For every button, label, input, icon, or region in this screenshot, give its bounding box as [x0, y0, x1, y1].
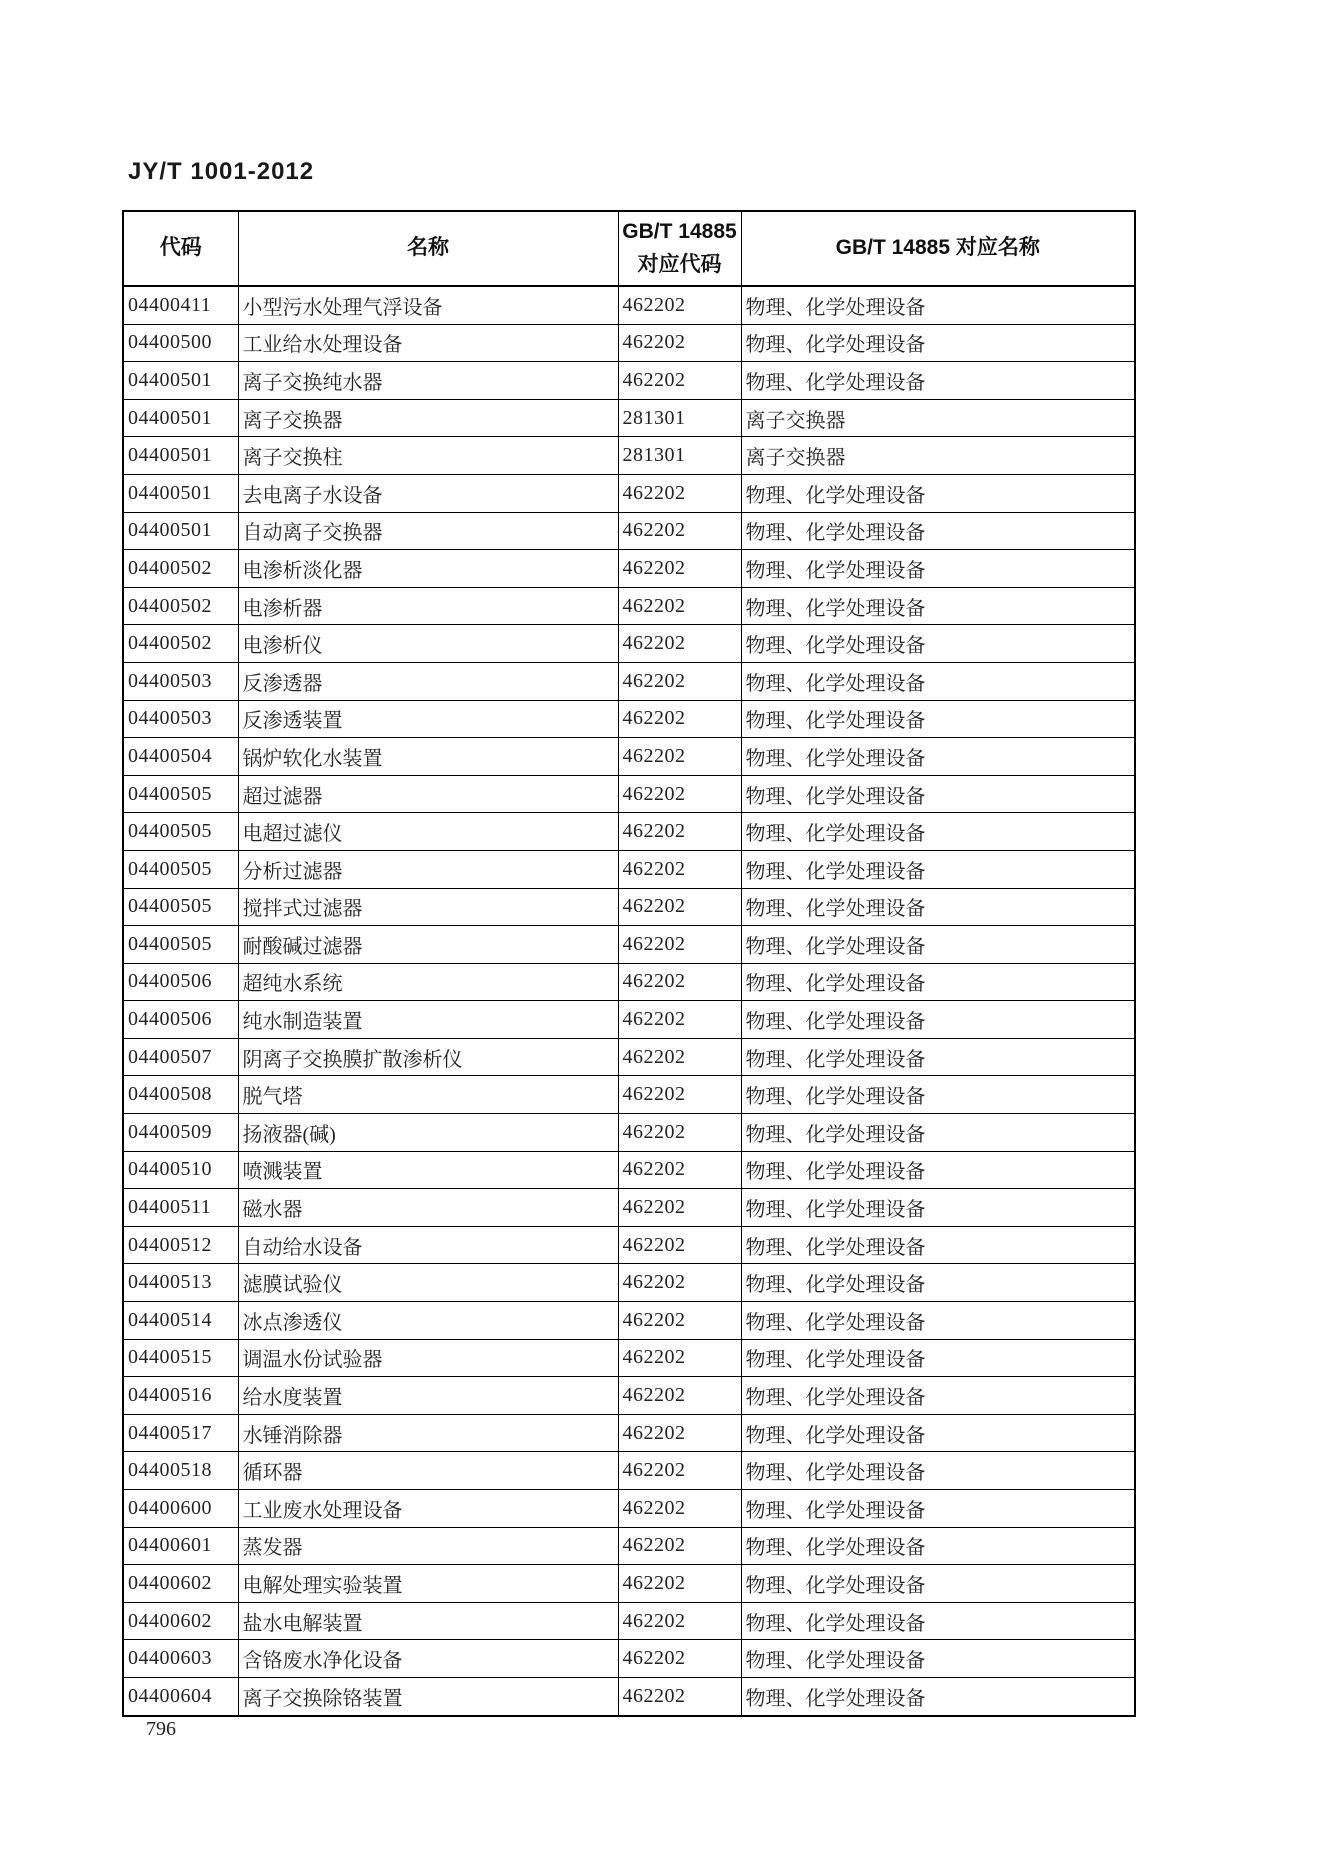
gbt-name-cell: 物理、化学处理设备 [741, 286, 1135, 324]
gbt-code-cell: 462202 [618, 1377, 741, 1415]
table-row [123, 926, 1135, 964]
gbt-name-cell: 物理、化学处理设备 [741, 888, 1135, 926]
gbt-name-cell: 物理、化学处理设备 [741, 775, 1135, 813]
name-cell: 小型污水处理气浮设备 [238, 286, 618, 324]
code-cell: 04400602 [123, 1565, 238, 1603]
name-cell: 循环器 [238, 1452, 618, 1490]
table-row [123, 662, 1135, 700]
name-cell: 离子交换柱 [238, 437, 618, 475]
gbt-name-cell: 物理、化学处理设备 [741, 662, 1135, 700]
code-cell: 04400515 [123, 1339, 238, 1377]
code-cell: 04400501 [123, 512, 238, 550]
gbt-code-cell: 462202 [618, 1602, 741, 1640]
gbt-code-cell: 462202 [618, 1264, 741, 1302]
gbt-code-cell: 462202 [618, 550, 741, 588]
code-cell: 04400503 [123, 700, 238, 738]
gbt-code-cell: 462202 [618, 1038, 741, 1076]
gbt-name-cell: 物理、化学处理设备 [741, 1527, 1135, 1565]
table-row [123, 1226, 1135, 1264]
gbt-name-cell: 物理、化学处理设备 [741, 1414, 1135, 1452]
gbt-name-cell: 物理、化学处理设备 [741, 625, 1135, 663]
code-cell: 04400602 [123, 1602, 238, 1640]
table-body [123, 286, 1135, 1716]
name-cell: 耐酸碱过滤器 [238, 926, 618, 964]
gbt-code-cell: 462202 [618, 1565, 741, 1603]
table-row [123, 888, 1135, 926]
name-cell: 调温水份试验器 [238, 1339, 618, 1377]
name-cell: 给水度装置 [238, 1377, 618, 1415]
name-cell: 分析过滤器 [238, 850, 618, 888]
header-gbt-code-line2: 对应代码 [637, 252, 722, 276]
gbt-name-cell: 物理、化学处理设备 [741, 700, 1135, 738]
code-cell: 04400601 [123, 1527, 238, 1565]
gbt-name-cell: 物理、化学处理设备 [741, 1452, 1135, 1490]
name-cell: 水锤消除器 [238, 1414, 618, 1452]
name-cell: 反渗透器 [238, 662, 618, 700]
gbt-name-cell: 物理、化学处理设备 [741, 362, 1135, 400]
name-cell: 冰点渗透仪 [238, 1302, 618, 1340]
table-row [123, 1640, 1135, 1678]
gbt-code-cell: 462202 [618, 813, 741, 851]
name-cell: 滤膜试验仪 [238, 1264, 618, 1302]
name-cell: 超纯水系统 [238, 963, 618, 1001]
table-row [123, 850, 1135, 888]
table-row [123, 963, 1135, 1001]
gbt-name-cell: 物理、化学处理设备 [741, 738, 1135, 776]
code-cell: 04400603 [123, 1640, 238, 1678]
table-row [123, 700, 1135, 738]
table-row [123, 1414, 1135, 1452]
gbt-code-cell: 462202 [618, 888, 741, 926]
gbt-code-cell: 462202 [618, 1151, 741, 1189]
name-cell: 去电离子水设备 [238, 474, 618, 512]
gbt-name-cell: 物理、化学处理设备 [741, 1038, 1135, 1076]
header-code: 代码 [123, 211, 238, 286]
name-cell: 自动给水设备 [238, 1226, 618, 1264]
gbt-name-cell: 物理、化学处理设备 [741, 1226, 1135, 1264]
gbt-code-cell: 462202 [618, 1527, 741, 1565]
code-cell: 04400508 [123, 1076, 238, 1114]
table-row [123, 1677, 1135, 1715]
code-mapping-table [122, 210, 1136, 1717]
name-cell: 自动离子交换器 [238, 512, 618, 550]
name-cell: 电渗析器 [238, 587, 618, 625]
code-cell: 04400505 [123, 775, 238, 813]
code-cell: 04400501 [123, 399, 238, 437]
gbt-code-cell: 462202 [618, 738, 741, 776]
code-cell: 04400513 [123, 1264, 238, 1302]
table-row [123, 1452, 1135, 1490]
name-cell: 离子交换器 [238, 399, 618, 437]
name-cell: 离子交换除铬装置 [238, 1677, 618, 1715]
gbt-name-cell: 物理、化学处理设备 [741, 926, 1135, 964]
gbt-name-cell: 物理、化学处理设备 [741, 1302, 1135, 1340]
code-cell: 04400512 [123, 1226, 238, 1264]
code-cell: 04400505 [123, 926, 238, 964]
table-row [123, 1565, 1135, 1603]
code-cell: 04400503 [123, 662, 238, 700]
name-cell: 电渗析淡化器 [238, 550, 618, 588]
gbt-name-cell: 物理、化学处理设备 [741, 1339, 1135, 1377]
gbt-code-cell: 462202 [618, 1076, 741, 1114]
code-cell: 04400507 [123, 1038, 238, 1076]
gbt-code-cell: 462202 [618, 587, 741, 625]
name-cell: 工业给水处理设备 [238, 324, 618, 362]
table-row [123, 1151, 1135, 1189]
table-row [123, 813, 1135, 851]
gbt-name-cell: 物理、化学处理设备 [741, 512, 1135, 550]
name-cell: 工业废水处理设备 [238, 1490, 618, 1528]
gbt-name-cell: 物理、化学处理设备 [741, 1076, 1135, 1114]
code-cell: 04400501 [123, 437, 238, 475]
table-row [123, 1189, 1135, 1227]
gbt-name-cell: 物理、化学处理设备 [741, 850, 1135, 888]
table-row [123, 1114, 1135, 1152]
name-cell: 阴离子交换膜扩散渗析仪 [238, 1038, 618, 1076]
code-cell: 04400516 [123, 1377, 238, 1415]
code-cell: 04400505 [123, 850, 238, 888]
table-row [123, 286, 1135, 324]
gbt-name-cell: 物理、化学处理设备 [741, 1490, 1135, 1528]
gbt-code-cell: 462202 [618, 1339, 741, 1377]
name-cell: 超过滤器 [238, 775, 618, 813]
header-gbt-code-line1: GB/T 14885 [622, 219, 737, 243]
code-cell: 04400506 [123, 963, 238, 1001]
header-gbt-name: GB/T 14885 对应名称 [741, 211, 1135, 286]
gbt-code-cell: 462202 [618, 963, 741, 1001]
gbt-name-cell: 物理、化学处理设备 [741, 1377, 1135, 1415]
code-cell: 04400600 [123, 1490, 238, 1528]
gbt-code-cell: 462202 [618, 625, 741, 663]
header-name: 名称 [238, 211, 618, 286]
gbt-name-cell: 物理、化学处理设备 [741, 474, 1135, 512]
code-cell: 04400510 [123, 1151, 238, 1189]
code-cell: 04400511 [123, 1189, 238, 1227]
page-number: 796 [146, 1718, 176, 1740]
name-cell: 电超过滤仪 [238, 813, 618, 851]
header-gbt-code [618, 211, 741, 286]
code-cell: 04400505 [123, 888, 238, 926]
gbt-code-cell: 462202 [618, 1114, 741, 1152]
table-row [123, 550, 1135, 588]
table-row [123, 1527, 1135, 1565]
gbt-name-cell: 离子交换器 [741, 437, 1135, 475]
gbt-code-cell: 462202 [618, 850, 741, 888]
table-row [123, 399, 1135, 437]
name-cell: 扬液器(碱) [238, 1114, 618, 1152]
code-cell: 04400504 [123, 738, 238, 776]
gbt-name-cell: 物理、化学处理设备 [741, 963, 1135, 1001]
gbt-code-cell: 462202 [618, 1001, 741, 1039]
gbt-code-cell: 281301 [618, 399, 741, 437]
code-cell: 04400502 [123, 587, 238, 625]
name-cell: 脱气塔 [238, 1076, 618, 1114]
code-cell: 04400509 [123, 1114, 238, 1152]
code-cell: 04400502 [123, 625, 238, 663]
name-cell: 盐水电解装置 [238, 1602, 618, 1640]
gbt-code-cell: 462202 [618, 512, 741, 550]
table-row [123, 1264, 1135, 1302]
code-cell: 04400502 [123, 550, 238, 588]
code-cell: 04400604 [123, 1677, 238, 1715]
table-row [123, 1377, 1135, 1415]
gbt-name-cell: 物理、化学处理设备 [741, 324, 1135, 362]
gbt-name-cell: 物理、化学处理设备 [741, 1602, 1135, 1640]
gbt-code-cell: 462202 [618, 324, 741, 362]
table-row [123, 587, 1135, 625]
gbt-name-cell: 物理、化学处理设备 [741, 813, 1135, 851]
table-row [123, 1076, 1135, 1114]
gbt-code-cell: 462202 [618, 286, 741, 324]
name-cell: 含铬废水净化设备 [238, 1640, 618, 1678]
name-cell: 离子交换纯水器 [238, 362, 618, 400]
gbt-code-cell: 462202 [618, 1452, 741, 1490]
gbt-name-cell: 物理、化学处理设备 [741, 1114, 1135, 1152]
table-row [123, 1490, 1135, 1528]
gbt-name-cell: 物理、化学处理设备 [741, 550, 1135, 588]
gbt-code-cell: 462202 [618, 1226, 741, 1264]
gbt-code-cell: 462202 [618, 700, 741, 738]
gbt-code-cell: 462202 [618, 926, 741, 964]
gbt-code-cell: 462202 [618, 362, 741, 400]
table-row [123, 625, 1135, 663]
gbt-code-cell: 462202 [618, 1640, 741, 1678]
gbt-name-cell: 物理、化学处理设备 [741, 1677, 1135, 1715]
gbt-code-cell: 462202 [618, 662, 741, 700]
code-cell: 04400501 [123, 474, 238, 512]
table-row [123, 1038, 1135, 1076]
gbt-code-cell: 462202 [618, 1414, 741, 1452]
name-cell: 锅炉软化水装置 [238, 738, 618, 776]
gbt-code-cell: 462202 [618, 1490, 741, 1528]
name-cell: 搅拌式过滤器 [238, 888, 618, 926]
standard-code-title: JY/T 1001-2012 [128, 158, 315, 185]
gbt-code-cell: 462202 [618, 775, 741, 813]
code-cell: 04400505 [123, 813, 238, 851]
table-row [123, 512, 1135, 550]
gbt-code-cell: 462202 [618, 1189, 741, 1227]
code-cell: 04400411 [123, 286, 238, 324]
gbt-name-cell: 物理、化学处理设备 [741, 587, 1135, 625]
code-cell: 04400517 [123, 1414, 238, 1452]
gbt-name-cell: 物理、化学处理设备 [741, 1565, 1135, 1603]
gbt-name-cell: 物理、化学处理设备 [741, 1001, 1135, 1039]
table-row [123, 324, 1135, 362]
table-row [123, 437, 1135, 475]
name-cell: 纯水制造装置 [238, 1001, 618, 1039]
code-cell: 04400514 [123, 1302, 238, 1340]
name-cell: 蒸发器 [238, 1527, 618, 1565]
gbt-name-cell: 离子交换器 [741, 399, 1135, 437]
gbt-name-cell: 物理、化学处理设备 [741, 1264, 1135, 1302]
table-row [123, 775, 1135, 813]
table-header-row [123, 211, 1135, 286]
name-cell: 喷溅装置 [238, 1151, 618, 1189]
gbt-code-cell: 462202 [618, 1677, 741, 1715]
table-row [123, 738, 1135, 776]
table-row [123, 1602, 1135, 1640]
gbt-name-cell: 物理、化学处理设备 [741, 1189, 1135, 1227]
code-cell: 04400500 [123, 324, 238, 362]
name-cell: 反渗透装置 [238, 700, 618, 738]
table-row [123, 1339, 1135, 1377]
code-cell: 04400518 [123, 1452, 238, 1490]
table-row [123, 1001, 1135, 1039]
name-cell: 电渗析仪 [238, 625, 618, 663]
code-cell: 04400506 [123, 1001, 238, 1039]
table-row [123, 1302, 1135, 1340]
gbt-name-cell: 物理、化学处理设备 [741, 1151, 1135, 1189]
name-cell: 磁水器 [238, 1189, 618, 1227]
table-row [123, 362, 1135, 400]
code-cell: 04400501 [123, 362, 238, 400]
table-row [123, 474, 1135, 512]
gbt-code-cell: 462202 [618, 474, 741, 512]
name-cell: 电解处理实验装置 [238, 1565, 618, 1603]
gbt-code-cell: 281301 [618, 437, 741, 475]
gbt-name-cell: 物理、化学处理设备 [741, 1640, 1135, 1678]
gbt-code-cell: 462202 [618, 1302, 741, 1340]
